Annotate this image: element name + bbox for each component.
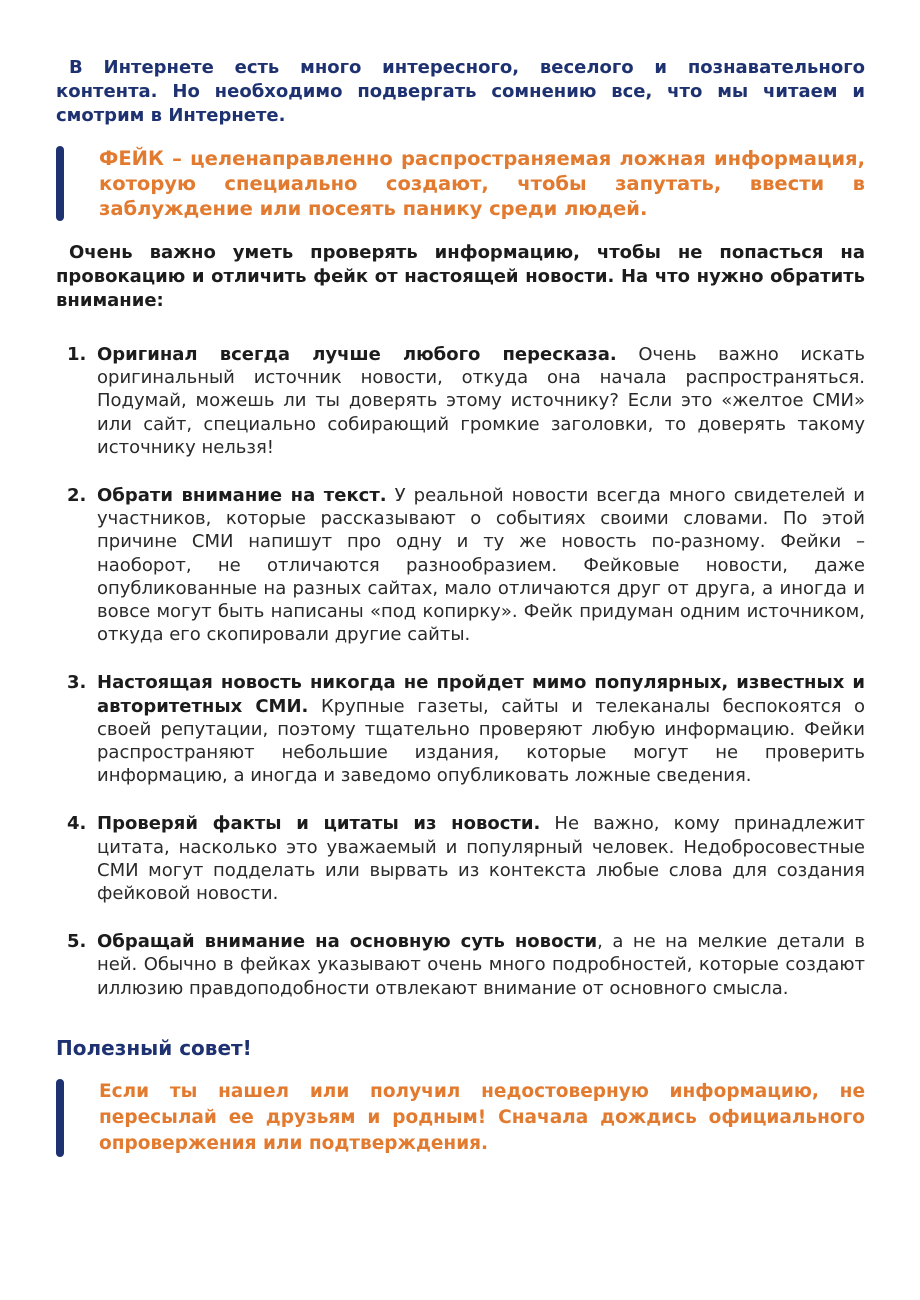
callout-accent-bar <box>56 1079 64 1157</box>
callout-accent-bar <box>56 146 64 221</box>
fake-term: ФЕЙК <box>99 147 164 170</box>
tip-text: Крупные газеты, сайты и телеканалы беспокоятся о своей репутации, поэтому тщательно проверяют любую информацию. Фейки распространяют небольшие издания, которые могут не проверить информацию, а иногда и заведомо опубликовать ложные сведения. <box>97 695 865 787</box>
fake-definition <box>99 146 865 221</box>
tip-item <box>56 484 865 646</box>
tip-text: У реальной новости всегда много свидетелей и участников, которые рассказывают о событиях своими словами. По этой причине СМИ напишут про одну и ту же новость по-разному. Фейки – наоборот, не отличаются разнообразием. Фейковые новости, даже опубликованные на разных сайтах, мало отличаются друг от друга, а иногда и вовсе могут быть написаны «под копирку». Фейк придуман одним источником, откуда его скопировали другие сайты. <box>97 485 865 646</box>
tip-title: Обращай внимание на основную суть новости <box>97 931 598 953</box>
tip-text: , а не на мелкие детали в ней. Обычно в фейках указывают очень много подробностей, которые создают иллюзию правдоподобности отвлекают внимание от основного смысла. <box>97 931 866 999</box>
tips-list <box>56 343 865 1000</box>
advice-text: Если ты нашел или получил недостоверную информацию, не пересылай ее друзьям и родным! Сначала дождись официального опровержения или подтверждения. <box>99 1080 865 1154</box>
tip-number: 2. <box>67 485 87 507</box>
tip-title: Обрати внимание на текст. <box>97 485 387 507</box>
tip-number: 4. <box>67 813 87 835</box>
tip-text: Очень важно искать оригинальный источник новости, откуда она начала распространяться. Подумай, можешь ли ты доверять этому источнику? Если это «желтое СМИ» или сайт, специально собирающий громкие заголовки, то доверять такому источнику нельзя! <box>97 344 865 458</box>
lead-paragraph: Очень важно уметь проверять информацию, чтобы не попасться на провокацию и отличить фейк от настоящей новости. На что нужно обратить внимание: <box>56 242 865 311</box>
tip-title: Оригинал всегда лучше любого пересказа. <box>97 344 617 365</box>
tip-title: Настоящая новость никогда не пройдет мимо популярных, известных и авторитетных СМИ. <box>97 672 865 717</box>
advice-callout <box>56 1079 865 1157</box>
tip-text: Не важно, кому принадлежит цитата, насколько это уважаемый и популярный человек. Недобросовестные СМИ могут подделать или вырвать из контекста любые слова для создания фейковой новости. <box>97 813 865 905</box>
fake-definition-callout <box>56 146 865 221</box>
tip-item <box>56 812 865 905</box>
tip-item <box>56 930 865 1000</box>
fake-definition-text: – целенаправленно распространяемая ложная информация, которую специально создают, чтобы запутать, ввести в заблуждение или посеять панику среди людей. <box>99 147 865 220</box>
intro-paragraph: В Интернете есть много интересного, веселого и познавательного контента. Но необходимо подвергать сомнению все, что мы читаем и смотрим в Интернете. <box>56 57 865 126</box>
tip-title: Проверяй факты и цитаты из новости. <box>97 813 541 835</box>
tip-number: 5. <box>67 931 87 953</box>
advice-heading: Полезный совет! <box>56 1035 252 1060</box>
tip-item <box>56 671 865 787</box>
tip-item <box>56 343 865 459</box>
tip-number: 3. <box>67 672 87 694</box>
tip-number: 1. <box>67 344 87 365</box>
